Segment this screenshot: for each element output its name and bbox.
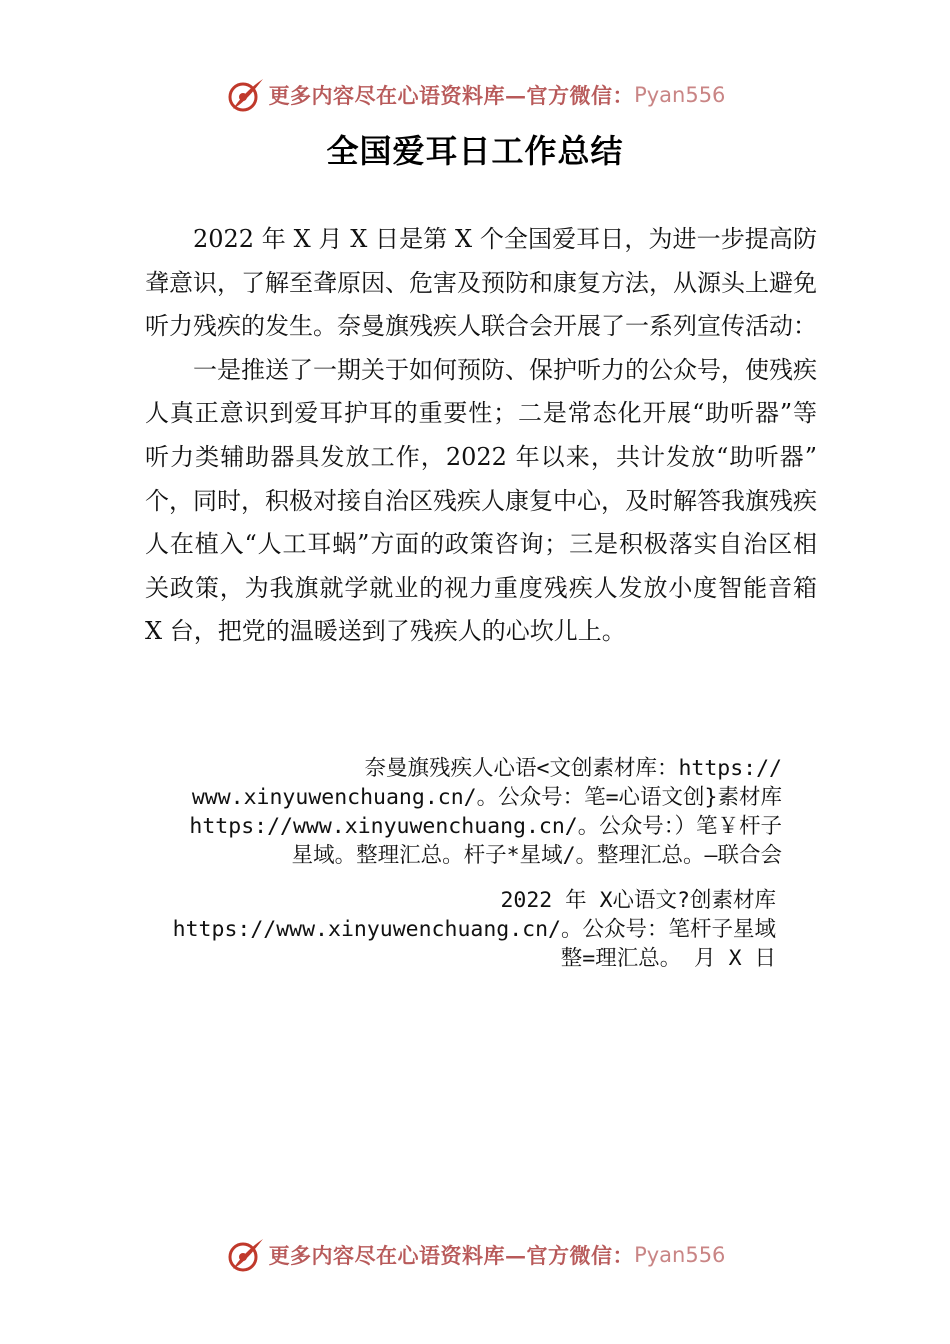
signature-line: 奈曼旗残疾人心语<文创素材库：https:// (364, 756, 782, 781)
quill-pen-logo-icon (225, 1235, 265, 1275)
footer-banner (0, 1232, 950, 1278)
banner-wechat-id: Pyan556 (634, 83, 726, 107)
signature-line: www.xinyuwenchuang.cn/。公众号：笔=心语文创}素材库 (191, 785, 782, 810)
banner-text: 更多内容尽在心语资料库—官方微信： (268, 83, 635, 108)
signature-block (189, 754, 782, 870)
date-line: 2022 年 X心语文?创素材库 (500, 888, 776, 913)
document-body (145, 218, 841, 654)
paragraph-activities: 一是推送了一期关于如何预防、保护听力的公众号，使残疾人真正意识到爱耳护耳的重要性；二是常态化开展“助听器”等听力类辅助器具发放工作，2022 年以来，共计发放“助听器” 个，同时，积极对接自治区残疾人康复中心，及时解答我旗残疾人在植入“人工耳蜗”方面的政策咨询；三是积极落实自治区相关政策，为我旗就学就业的视力重度残疾人发放小度智能音箱 X 台，把党的温暖送到了残疾人的心坎儿上。 (145, 355, 841, 646)
paragraph-intro: 2022 年 X 月 X 日是第 X 个全国爱耳日，为进一步提高防聋意识，了解至聋原因、危害及预防和康复方法，从源头上避免听力残疾的发生。奈曼旗残疾人联合会开展了一系列宣传活动： (145, 225, 817, 341)
banner-text: 更多内容尽在心语资料库—官方微信： (268, 1243, 635, 1268)
date-line: 整=理汇总。 月 X 日 (560, 946, 776, 971)
page-title: 全国爱耳日工作总结 (326, 132, 624, 170)
header-banner (0, 72, 950, 118)
banner-wechat-id: Pyan556 (634, 1243, 726, 1267)
date-line: https://www.xinyuwenchuang.cn/。公众号：笔杆子星域 (172, 917, 776, 942)
date-block (173, 886, 776, 973)
signature-line: https://www.xinyuwenchuang.cn/。公众号：）笔￥杆子 (189, 814, 782, 839)
quill-pen-logo-icon (225, 75, 265, 115)
signature-line: 星域。整理汇总。杆子*星域/。整理汇总。—联合会 (291, 843, 782, 868)
